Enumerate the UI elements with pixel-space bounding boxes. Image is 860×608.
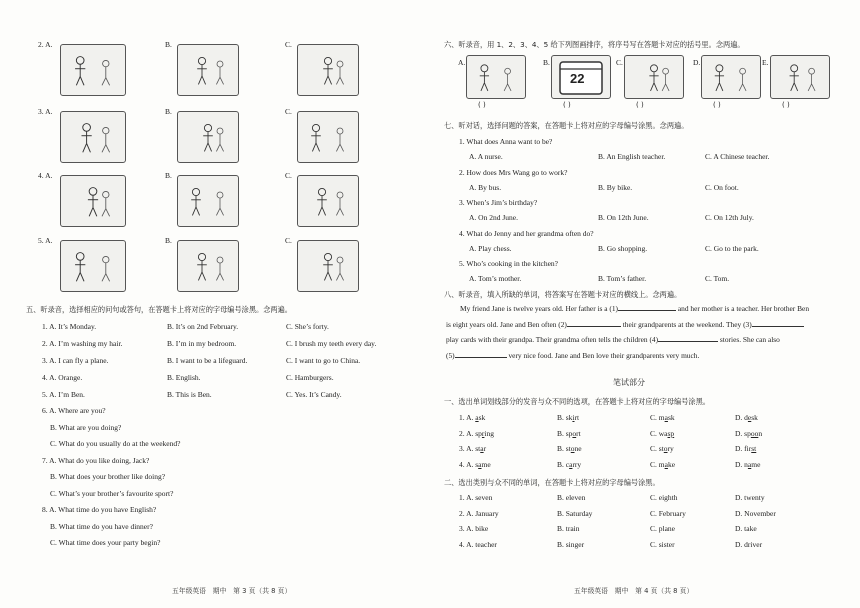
businessman-icon[interactable] <box>60 111 126 163</box>
blank-4[interactable] <box>658 341 718 342</box>
section8-title: 八、听录音，填入所缺的单词，将答案写在答题卡对应的横线上。念两遍。 <box>444 290 682 299</box>
kids-with-toys-icon[interactable] <box>466 55 526 99</box>
answer-option[interactable]: C. I brush my teeth every day. <box>286 339 377 348</box>
picture-option-label: C. <box>285 40 292 49</box>
underlined-part: sp <box>667 428 675 438</box>
underlined-part: o <box>572 428 577 438</box>
word-part: 1. A. <box>459 413 476 422</box>
word-part: B. sk <box>557 413 573 422</box>
answer-option[interactable]: 7. A. What do you like doing, Jack? <box>42 455 150 465</box>
answer-option[interactable]: A. By bus. <box>469 182 502 192</box>
answer-option[interactable]: B. What does your brother like doing? <box>50 472 166 481</box>
word-part: C. st <box>650 444 664 453</box>
train-station-icon[interactable] <box>701 55 761 99</box>
phonics-option[interactable] <box>735 460 760 469</box>
car-driver-icon[interactable] <box>177 44 239 96</box>
underlined-part: a <box>569 459 573 469</box>
underlined-part: r <box>481 428 485 438</box>
answer-option[interactable]: 2. A. January <box>459 508 499 518</box>
phonics-option[interactable] <box>459 460 491 469</box>
calendar-day: 22 <box>570 71 585 86</box>
answer-option[interactable]: 2. A. I’m washing my hair. <box>42 339 123 348</box>
phonics-option[interactable] <box>459 429 494 438</box>
answer-option[interactable]: B. singer <box>557 539 585 549</box>
answer-paren[interactable]: ( ) <box>713 101 721 109</box>
answer-option[interactable]: D. November <box>735 508 776 518</box>
passage-text: and her mother is a teacher. Her brother Ben <box>676 304 810 313</box>
nurse-icon[interactable] <box>177 111 239 163</box>
word-part: sk <box>478 413 486 422</box>
answer-option[interactable]: C. Yes. It’s Candy. <box>286 390 342 399</box>
answer-option[interactable]: C. What time does your party begin? <box>50 538 161 547</box>
answer-option[interactable]: C. eighth <box>650 493 678 502</box>
answer-option[interactable]: B. What are you doing? <box>50 422 122 432</box>
picture-letter: E. <box>762 58 769 67</box>
phonics-option[interactable] <box>557 413 579 422</box>
word-part: ing <box>484 428 495 438</box>
word-part: D. n <box>735 459 748 469</box>
answer-option[interactable]: 1. A. seven <box>459 493 493 502</box>
answer-option[interactable]: C. Tom. <box>705 274 730 283</box>
blank-3[interactable] <box>752 326 804 327</box>
answer-option[interactable]: 4. A. teacher <box>459 539 497 549</box>
picture-option-label: 2. A. <box>38 40 53 49</box>
answer-paren[interactable]: ( ) <box>478 101 486 109</box>
passage-text: (5) <box>446 350 455 360</box>
word-part: me <box>481 459 491 469</box>
answer-option[interactable]: D. driver <box>735 539 763 549</box>
picture-option-label: 5. A. <box>38 236 53 245</box>
answer-option[interactable]: B. What time do you have dinner? <box>50 521 153 531</box>
answer-option[interactable]: B. Saturday <box>557 508 593 518</box>
picture-option-label: B. <box>165 40 172 49</box>
answer-option[interactable]: B. On 12th June. <box>598 213 649 222</box>
phonics-option[interactable] <box>650 444 674 453</box>
underlined-part: a <box>475 413 479 422</box>
answer-option[interactable]: B. train <box>557 524 580 533</box>
section6-title: 六、听录音，用 1、2、3、4、5 给下列图画排序，将序号写在答题卡对应的括号里。念两遍。 <box>444 40 745 49</box>
word-part: B. st <box>557 444 571 453</box>
answer-option[interactable]: C. What’s your brother’s favourite sport? <box>50 488 174 498</box>
phonics-option[interactable] <box>557 460 581 469</box>
picture-option-label: B. <box>165 236 172 245</box>
answer-option[interactable]: 5. A. I’m Ben. <box>42 390 85 399</box>
word-part: ke <box>667 459 676 469</box>
phonics-option[interactable] <box>650 460 675 469</box>
teacher-at-board-icon[interactable] <box>297 111 359 163</box>
phonics-option[interactable] <box>735 429 762 438</box>
underlined-part: a <box>664 413 668 422</box>
answer-option[interactable]: A. A nurse. <box>469 152 503 161</box>
phonics-option[interactable] <box>459 413 485 422</box>
underlined-part: i <box>572 413 575 422</box>
family-dinner-icon[interactable] <box>177 240 239 292</box>
answer-option[interactable]: C. sister <box>650 539 675 549</box>
passage-text: stories. She can also <box>718 335 780 344</box>
answer-option[interactable]: D. take <box>735 524 757 533</box>
answer-option[interactable]: 4. A. Orange. <box>42 373 83 382</box>
word-part: D. fir <box>735 444 752 453</box>
answer-option[interactable]: B. By bike. <box>598 182 633 192</box>
passage-text: is eight years old. Jane and Ben often (2) <box>446 319 567 329</box>
underlined-part: o <box>663 444 668 453</box>
word-part: ry <box>667 444 674 453</box>
section7-title: 七、听对话，选择问题的答案，在答题卡上将对应的字母编号涂黑。念两遍。 <box>444 121 689 130</box>
word-part: r <box>483 444 487 453</box>
answer-paren[interactable]: ( ) <box>782 101 790 109</box>
answer-option[interactable]: B. eleven <box>557 493 586 502</box>
blank-1[interactable] <box>618 310 676 311</box>
answer-option[interactable]: 6. A. Where are you? <box>42 406 106 415</box>
word-part: B. sp <box>557 428 573 438</box>
word-part: 4. A. s <box>459 459 479 469</box>
passage-text: My friend Jane is twelve years old. Her father is a (1) <box>460 304 619 313</box>
question-text: 5. Who’s cooking in the kitchen? <box>459 259 559 268</box>
answer-option[interactable]: C. On 12th July. <box>705 213 754 222</box>
underlined-part: a <box>664 459 668 469</box>
picture-letter: C. <box>616 58 623 67</box>
written-part-heading: 笔试部分 <box>613 378 645 387</box>
answer-option[interactable]: C. plane <box>650 524 675 533</box>
word-part: C. m <box>650 459 665 469</box>
page4-footer: 五年级英语 期中 第 4 页（共 8 页） <box>574 587 694 595</box>
answer-option[interactable]: B. It’s on 2nd February. <box>167 322 239 331</box>
word-part: rt <box>576 428 581 438</box>
phonics-option[interactable] <box>650 429 674 438</box>
picture-option-label: 4. A. <box>38 171 53 180</box>
grandparents-and-child-icon[interactable] <box>624 55 684 99</box>
answer-option[interactable]: B. I want to be a lifeguard. <box>167 356 248 365</box>
playground-children-icon[interactable] <box>297 240 359 292</box>
hiker-with-bag-icon[interactable] <box>60 44 126 96</box>
phonics-option[interactable] <box>459 444 486 453</box>
underlined-part: oo <box>750 428 759 438</box>
answer-paren[interactable]: ( ) <box>563 101 571 109</box>
word-part: rt <box>574 413 580 422</box>
cyclist-near-building-icon[interactable] <box>297 44 359 96</box>
answer-option[interactable]: C. On foot. <box>705 182 739 192</box>
underlined-part: a <box>480 444 484 453</box>
picture-letter: D. <box>693 58 701 67</box>
picture-option-label: B. <box>165 171 172 180</box>
underlined-part: a <box>478 459 482 469</box>
written1-title: 一、选出单词划线部分的发音与众不同的选项，在答题卡上将对应的字母编号涂黑。 <box>444 397 710 406</box>
section5-title: 五、听录音，选择相应的问句或答句，在答题卡上将对应的字母编号涂黑。念两遍。 <box>26 305 292 314</box>
word-part: 3. A. st <box>459 444 481 453</box>
question-text: 1. What does Anna want to be? <box>459 137 553 146</box>
answer-option[interactable]: C. Go to the park. <box>705 243 759 253</box>
answer-option[interactable]: 3. A. bike <box>459 524 489 533</box>
underlined-part: st <box>751 444 757 453</box>
underlined-part: o <box>570 444 575 453</box>
answer-option[interactable]: 3. A. I can fly a plane. <box>42 356 109 365</box>
answer-option[interactable]: C. She’s forty. <box>286 322 329 331</box>
question-text: 4. What do Jenny and her grandma often do? <box>459 228 594 238</box>
word-part: sk <box>667 413 675 422</box>
answer-option[interactable]: B. This is Ben. <box>167 390 212 399</box>
phonics-option[interactable] <box>650 413 675 422</box>
underlined-part: e <box>747 413 752 422</box>
answer-option[interactable]: B. Go shopping. <box>598 243 648 253</box>
cloze-passage <box>446 301 842 363</box>
answer-option[interactable]: C. Hamburgers. <box>286 373 334 382</box>
picture-option-label: 3. A. <box>38 107 53 116</box>
picture-letter: A. <box>458 58 466 67</box>
answer-option[interactable]: A. Play chess. <box>469 243 512 253</box>
picture-letter: B. <box>543 58 550 67</box>
word-part: B. c <box>557 459 570 469</box>
family-shopping-icon[interactable] <box>770 55 830 99</box>
answer-option[interactable]: B. An English teacher. <box>598 152 666 161</box>
question-text: 2. How does Mrs Wang go to work? <box>459 167 568 177</box>
passage-text: their grandparents at the weekend. They (3) <box>620 319 752 329</box>
birthday-party-icon[interactable] <box>297 175 359 227</box>
word-part: sk <box>751 413 758 422</box>
answer-option[interactable]: 8. A. What time do you have English? <box>42 505 157 514</box>
phonics-option[interactable] <box>557 444 582 453</box>
blank-2[interactable] <box>567 326 621 327</box>
word-part: n <box>758 428 763 438</box>
answer-option[interactable]: C. February <box>650 508 686 518</box>
word-part: 2. A. sp <box>459 428 482 438</box>
answer-option[interactable]: B. English. <box>167 373 201 382</box>
word-part: D. sp <box>735 428 751 438</box>
answer-option[interactable]: C. A Chinese teacher. <box>705 152 770 161</box>
passage-text: play cards with their grandpa. Their grandma often tells the children (4) <box>446 335 659 344</box>
answer-option[interactable]: D. twenty <box>735 493 765 502</box>
children-playing-icon[interactable] <box>60 240 126 292</box>
question-text: 3. When’s Jim’s birthday? <box>459 198 538 207</box>
word-part: C. wa <box>650 428 668 438</box>
answer-paren[interactable]: ( ) <box>636 101 644 109</box>
answer-option[interactable]: C. I want to go to China. <box>286 356 361 365</box>
word-part: rry <box>572 459 582 469</box>
answer-option[interactable]: A. Tom’s mother. <box>469 274 522 283</box>
answer-option[interactable]: C. What do you usually do at the weekend? <box>50 439 181 448</box>
children-exchanging-gift-icon[interactable] <box>60 175 126 227</box>
girl-with-grandma-icon[interactable] <box>177 175 239 227</box>
word-part: D. d <box>735 413 748 422</box>
picture-option-label: C. <box>285 236 292 245</box>
written2-title: 二、选出类别与众不同的单词，在答题卡上将对应的字母编号涂黑。 <box>444 478 660 487</box>
answer-option[interactable]: 1. A. It’s Monday. <box>42 322 97 331</box>
word-part: ne <box>574 444 582 453</box>
passage-text: very nice food. Jane and Ben love their grandparents very much. <box>506 350 700 360</box>
underlined-part: a <box>747 459 752 469</box>
phonics-option[interactable] <box>557 429 581 438</box>
answer-option[interactable]: A. On 2nd June. <box>469 213 518 222</box>
page3-footer: 五年级英语 期中 第 3 页（共 8 页） <box>172 587 292 595</box>
picture-option-label: C. <box>285 107 292 116</box>
answer-option[interactable]: B. I’m in my bedroom. <box>167 339 237 348</box>
answer-option[interactable]: B. Tom’s father. <box>598 274 647 283</box>
word-part: C. m <box>650 413 665 422</box>
word-part: me <box>751 459 761 469</box>
phonics-option[interactable] <box>735 413 758 422</box>
phonics-option[interactable] <box>735 444 756 453</box>
blank-5[interactable] <box>455 357 507 358</box>
picture-option-label: B. <box>165 107 172 116</box>
picture-option-label: C. <box>285 171 292 180</box>
